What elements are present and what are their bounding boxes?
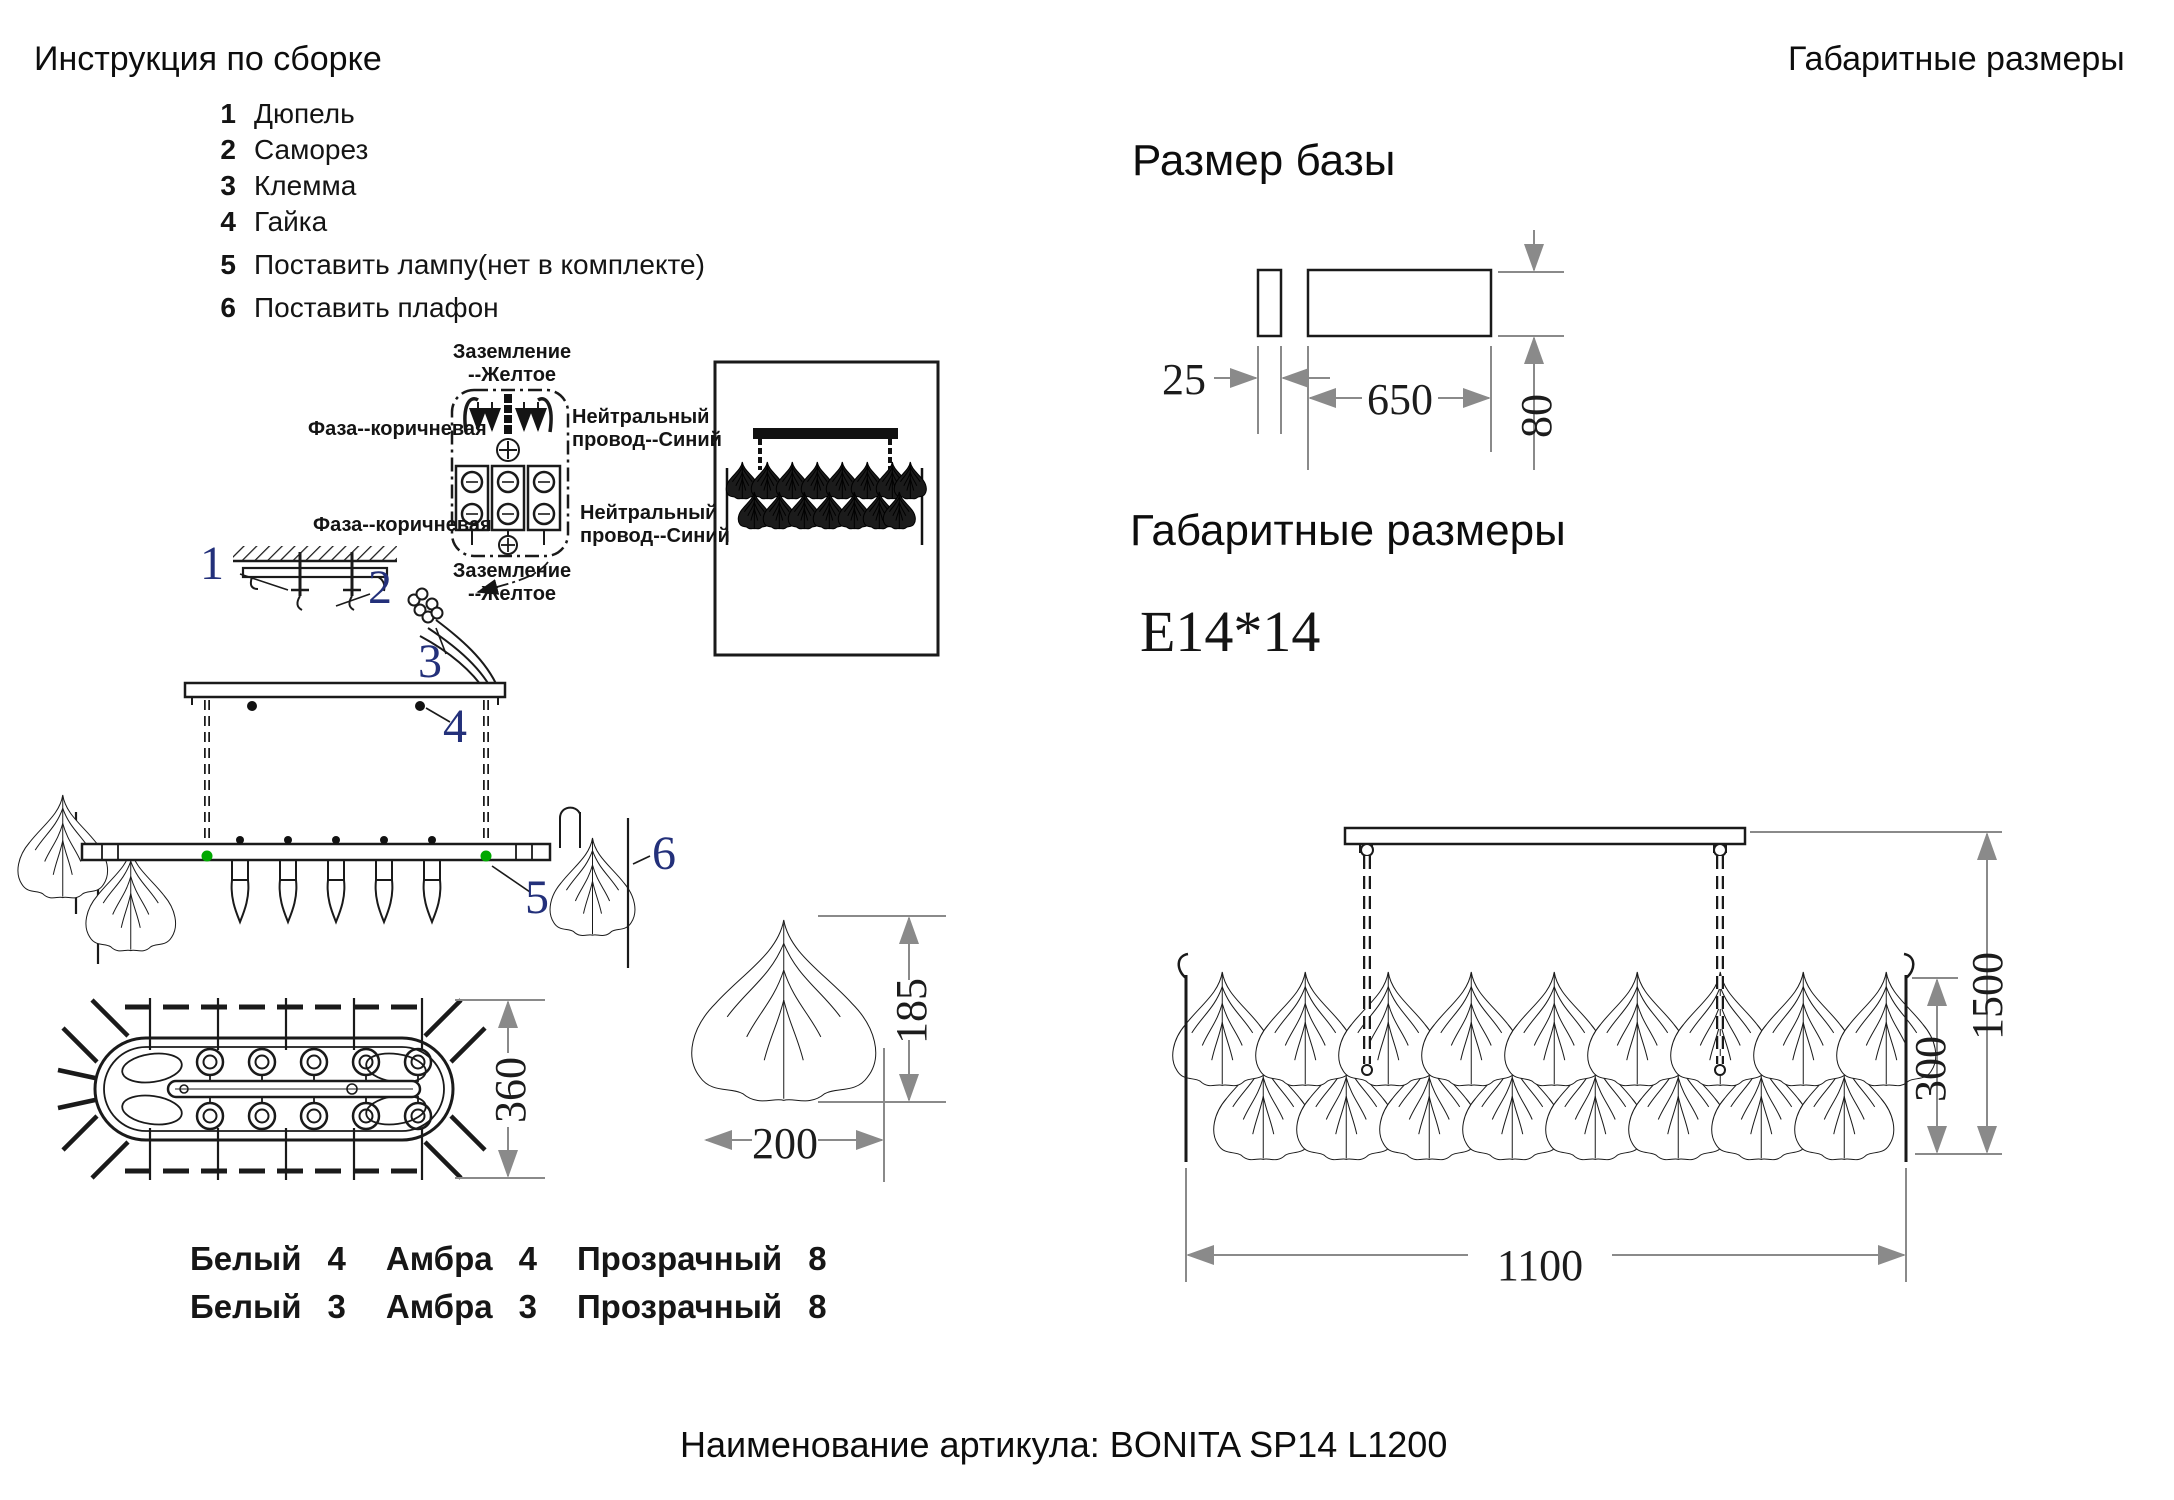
wire-label-phase-top: Фаза--коричневая bbox=[308, 418, 487, 440]
dim-label-200: 200 bbox=[752, 1119, 818, 1168]
section-title-base-size: Размер базы bbox=[1132, 136, 1396, 185]
item-label: Саморез bbox=[254, 134, 369, 165]
item-number: 4 bbox=[220, 206, 236, 237]
lamp-socket-spec: E14*14 bbox=[1140, 599, 1321, 664]
section-title-overall-size: Габаритные размеры bbox=[1130, 506, 1566, 555]
front-view-drawing bbox=[1173, 828, 1936, 1162]
callout-5: 5 bbox=[525, 871, 549, 924]
page-title: Инструкция по сборке bbox=[34, 40, 382, 78]
green-lock-dot bbox=[202, 851, 213, 862]
list-item bbox=[212, 98, 355, 130]
item-label: Поставить плафон bbox=[254, 292, 499, 323]
color-count-row: Белый 4 Амбра 4 Прозрачный 8 bbox=[190, 1240, 827, 1277]
wire-label-phase-bottom: Фаза--коричневая bbox=[313, 514, 492, 536]
wire-label-ground-top: Заземление --Желтое bbox=[452, 341, 572, 386]
list-item bbox=[212, 134, 368, 166]
item-number: 6 bbox=[220, 292, 236, 323]
side-view-drawing bbox=[18, 683, 650, 968]
dim-label-300: 300 bbox=[1906, 1036, 1955, 1102]
article-name: Наименование артикула: BONITA SP14 L1200 bbox=[680, 1424, 1448, 1465]
item-number: 5 bbox=[220, 249, 236, 280]
section-title-dimensions-top: Габаритные размеры bbox=[1788, 40, 2125, 78]
callout-1: 1 bbox=[200, 537, 224, 590]
base-size-drawing bbox=[1258, 270, 1491, 336]
item-number: 1 bbox=[220, 98, 236, 129]
item-number: 2 bbox=[220, 134, 236, 165]
item-label: Дюпель bbox=[254, 98, 355, 129]
color-count-row: Белый 3 Амбра 3 Прозрачный 8 bbox=[190, 1288, 827, 1325]
top-view-drawing bbox=[58, 998, 485, 1180]
item-number: 3 bbox=[220, 170, 236, 201]
dim-label-360: 360 bbox=[485, 1053, 531, 1127]
item-label: Гайка bbox=[254, 206, 328, 237]
list-item bbox=[212, 206, 327, 238]
plafond-drawing bbox=[692, 920, 876, 1101]
dim-label-1100: 1100 bbox=[1496, 1241, 1584, 1290]
wire-label-ground-bottom: Заземление --Желтое bbox=[452, 560, 572, 605]
wire-label-neutral-bottom: Нейтральный провод--Синий bbox=[580, 502, 730, 547]
dim-label-185: 185 bbox=[887, 978, 936, 1044]
list-item bbox=[212, 292, 499, 324]
dim-label-25: 25 bbox=[1162, 355, 1206, 404]
thumbnail-drawing bbox=[715, 362, 938, 655]
item-label: Клемма bbox=[254, 170, 357, 201]
callout-3: 3 bbox=[418, 635, 442, 688]
wire-label-neutral-top: Нейтральный провод--Синий bbox=[572, 406, 722, 451]
item-label: Поставить лампу(нет в комплекте) bbox=[254, 249, 705, 280]
list-item bbox=[212, 170, 356, 202]
dim-label-1500: 1500 bbox=[1963, 952, 2012, 1040]
dim-label-650: 650 bbox=[1367, 375, 1433, 424]
callout-4: 4 bbox=[443, 700, 467, 753]
list-item bbox=[212, 249, 705, 281]
dim-label-80: 80 bbox=[1512, 394, 1561, 438]
green-lock-dot bbox=[481, 851, 492, 862]
callout-6: 6 bbox=[652, 827, 676, 880]
callout-2: 2 bbox=[368, 561, 392, 614]
